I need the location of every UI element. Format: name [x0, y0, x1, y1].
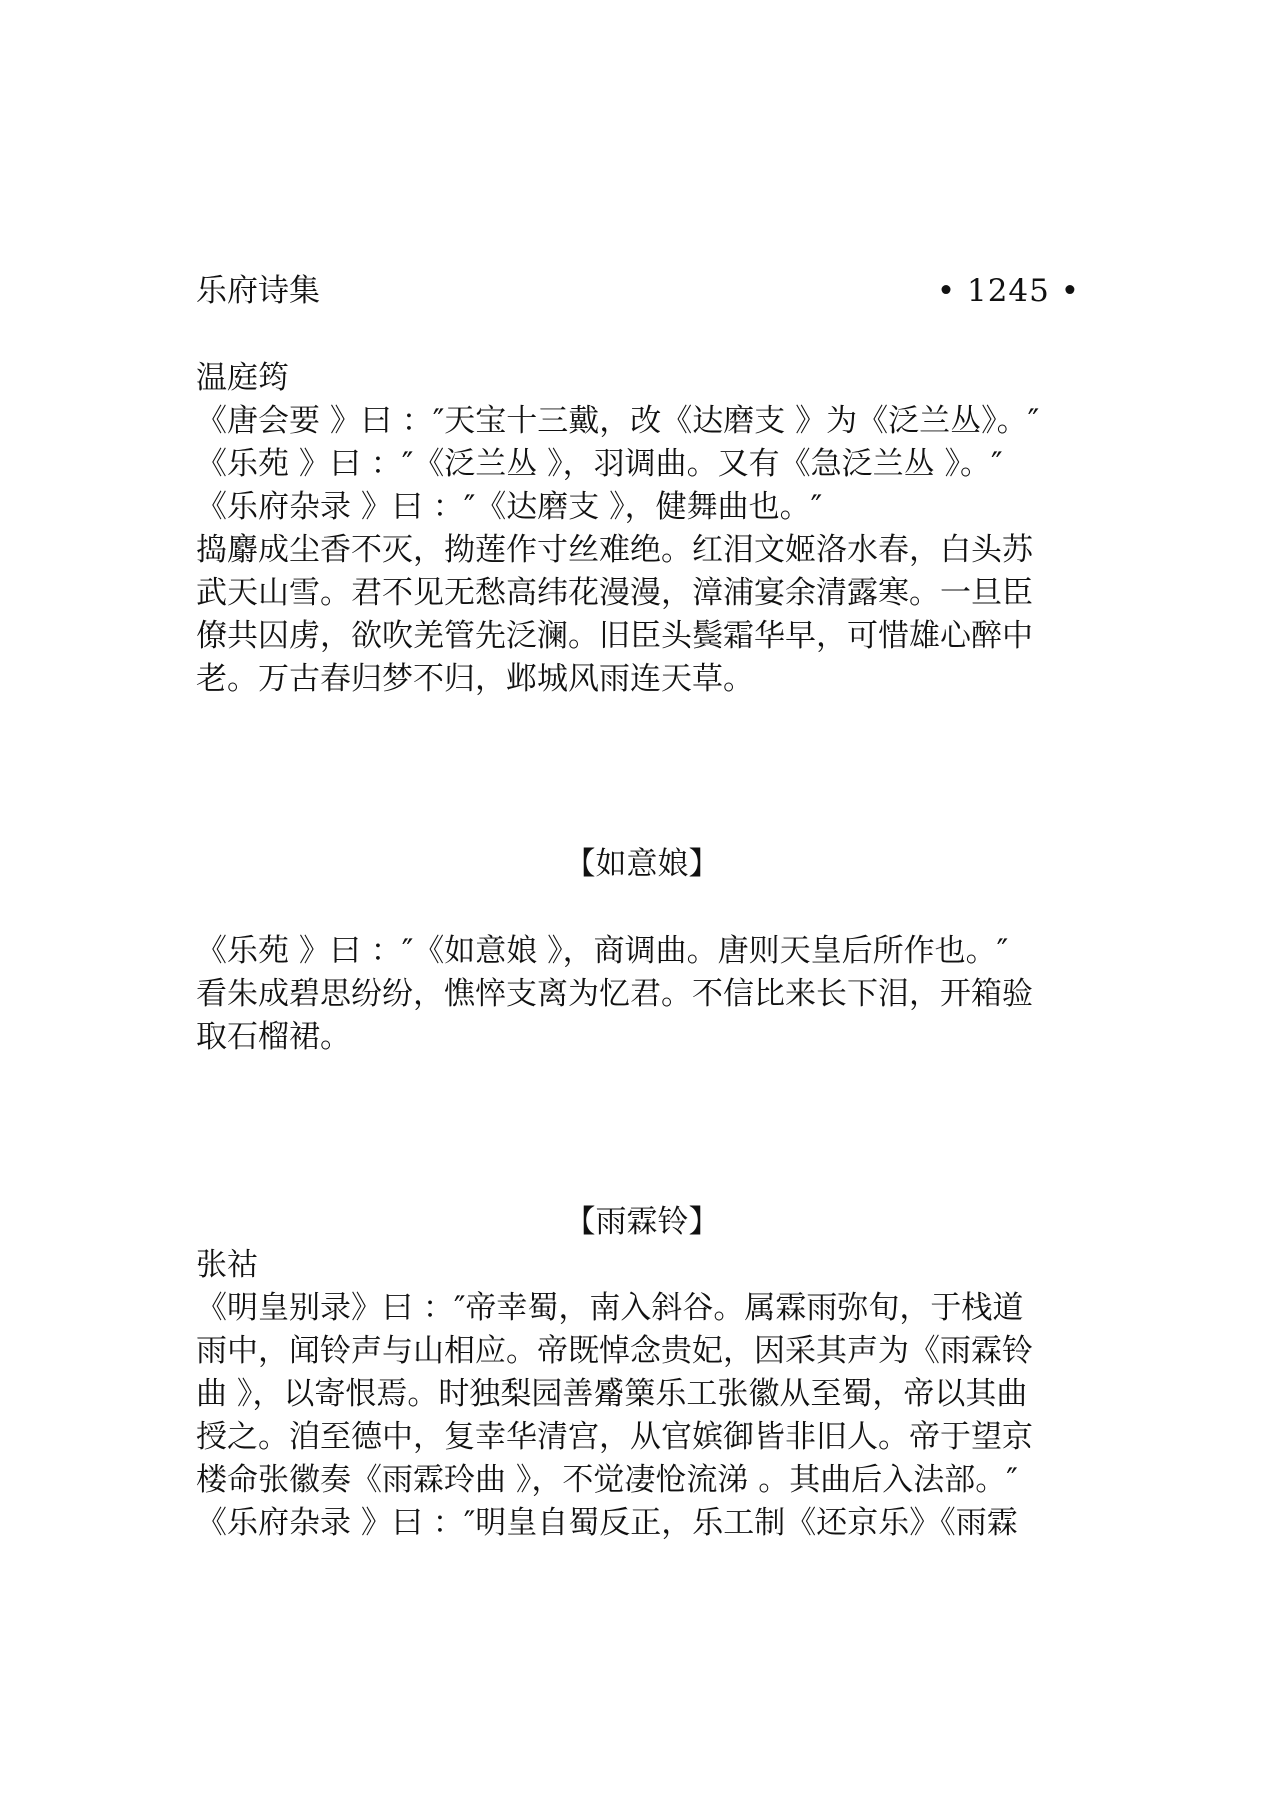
poem-line: 僚共囚虏，欲吹羌管先泛澜。旧臣头鬓霜华早，可惜雄心醉中	[196, 618, 1033, 654]
text-line: 《乐府杂录 》曰 ：″明皇自蜀反正，乐工制《还京乐》《雨霖	[196, 1505, 1018, 1541]
text-line: 雨中，闻铃声与山相应。帝既悼念贵妃，因采其声为《雨霖铃	[196, 1333, 1033, 1369]
section-wen-tingyun	[196, 357, 1088, 701]
section-title: 【雨霖铃】	[564, 1204, 720, 1240]
text-line: 《明皇别录》曰 ：″帝幸蜀，南入斜谷。属霖雨弥旬，于栈道	[196, 1290, 1024, 1326]
page-number: • 1245 •	[936, 273, 1080, 309]
book-title: 乐府诗集	[196, 273, 320, 309]
section-yulinling	[196, 1201, 1088, 1545]
poem-line: 老。万古春归梦不归，邺城风雨连天草。	[196, 661, 754, 697]
document-page	[196, 270, 1088, 1545]
source-note: 《唐会要 》曰 ：″天宝十三戴，改《达磨支 》为《泛兰丛》。″	[196, 403, 1040, 439]
poem-line: 取石榴裙。	[196, 1019, 351, 1055]
text-line: 楼命张徽奏《雨霖玲曲 》，不觉凄怆流涕 。其曲后入法部。″	[196, 1462, 1018, 1498]
source-note: 《乐苑 》曰 ：″《泛兰丛 》，羽调曲。又有《急泛兰丛 》。″	[196, 446, 1003, 482]
source-note: 《乐府杂录 》曰 ：″《达磨支 》，健舞曲也。″	[196, 489, 823, 525]
poem-line: 捣麝成尘香不灭，拗莲作寸丝难绝。红泪文姬洛水春，白头苏	[196, 532, 1033, 568]
poem-line: 武天山雪。君不见无愁高纬花漫漫，漳浦宴余清露寒。一旦臣	[196, 575, 1033, 611]
text-line: 授之。洎至德中，复幸华清宫，从官嫔御皆非旧人。帝于望京	[196, 1419, 1033, 1455]
text-line: 曲 》，以寄恨焉。时独梨园善觱篥乐工张徽从至蜀，帝以其曲	[196, 1376, 1028, 1412]
page-header	[196, 270, 1088, 313]
section-ruyiniang	[196, 843, 1088, 1059]
source-note: 《乐苑 》曰 ：″《如意娘 》，商调曲。唐则天皇后所作也。″	[196, 933, 1009, 969]
author-name: 温庭筠	[196, 360, 289, 396]
poem-line: 看朱成碧思纷纷，憔悴支离为忆君。不信比来长下泪，开箱验	[196, 976, 1033, 1012]
author-name: 张祜	[196, 1247, 258, 1283]
section-title: 【如意娘】	[564, 846, 720, 882]
